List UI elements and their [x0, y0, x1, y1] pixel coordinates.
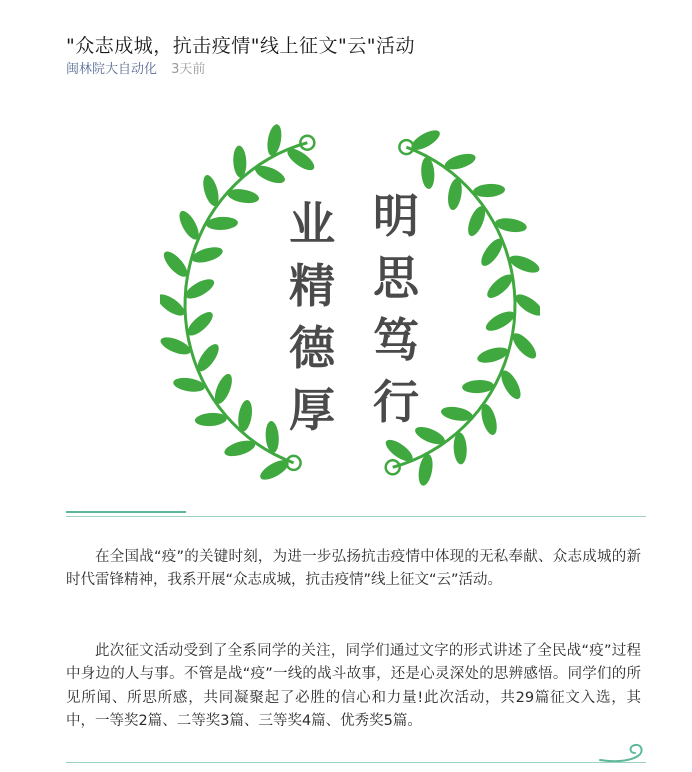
calligraphy-left-column [289, 197, 337, 437]
cover-image [160, 100, 540, 500]
leaf [462, 379, 495, 394]
body-paragraph: 此次征文活动受到了全系同学的关注，同学们通过文字的形式讲述了全民战“疫”过程中身边的人与事。不管是战“疫”一线的战斗故事，还是心灵深处的思辨感悟。同学们的所见所闻、所思所感，共同凝聚起了必胜的信心和力量!此次活动，共29篇征文入选，其中，一等奖2篇、二等奖3篇、三等奖4篇、优秀奖5篇。 [66, 642, 641, 729]
leaf [473, 183, 506, 198]
calligraphy-char: 明 [373, 189, 419, 243]
leaf [194, 341, 223, 375]
leaf [184, 308, 216, 339]
calligraphy-char: 德 [289, 321, 335, 375]
leaf [160, 248, 191, 280]
calligraphy-char: 行 [373, 375, 419, 429]
divider-top [66, 516, 646, 517]
divider-bottom [66, 762, 646, 763]
calligraphy-char: 精 [289, 259, 335, 313]
leaf [453, 432, 468, 465]
leaf [477, 235, 506, 269]
leaf [194, 412, 227, 427]
leaf [509, 330, 540, 362]
body-paragraph: 在全国战“疫”的关键时刻，为进一步弘扬抗击疫情中体现的无私奉献、众志成城的新时代雷锋精神，我系开展“众志成城，抗击疫情”线上征文“云”活动。 [66, 548, 641, 588]
leaf [382, 436, 416, 465]
laurel-wreath-icon [160, 123, 540, 487]
calligraphy-char: 笃 [373, 313, 419, 367]
calligraphy-char: 厚 [289, 383, 335, 437]
leaf [232, 145, 247, 178]
publish-time: 3天前 [171, 62, 206, 77]
article-title: "众志成城，抗击疫情"线上征文"云"活动 [66, 34, 415, 57]
divider-accent [66, 511, 186, 513]
calligraphy-char: 思 [373, 251, 419, 305]
leaf [284, 145, 318, 174]
calligraphy-right-column [373, 189, 421, 429]
leaf [484, 271, 516, 302]
author-link[interactable]: 闽林院大自动化 [66, 62, 158, 77]
article-meta [66, 58, 205, 77]
leaf [206, 216, 239, 231]
swirl-ornament-icon [598, 738, 646, 764]
calligraphy-char: 业 [289, 197, 335, 251]
